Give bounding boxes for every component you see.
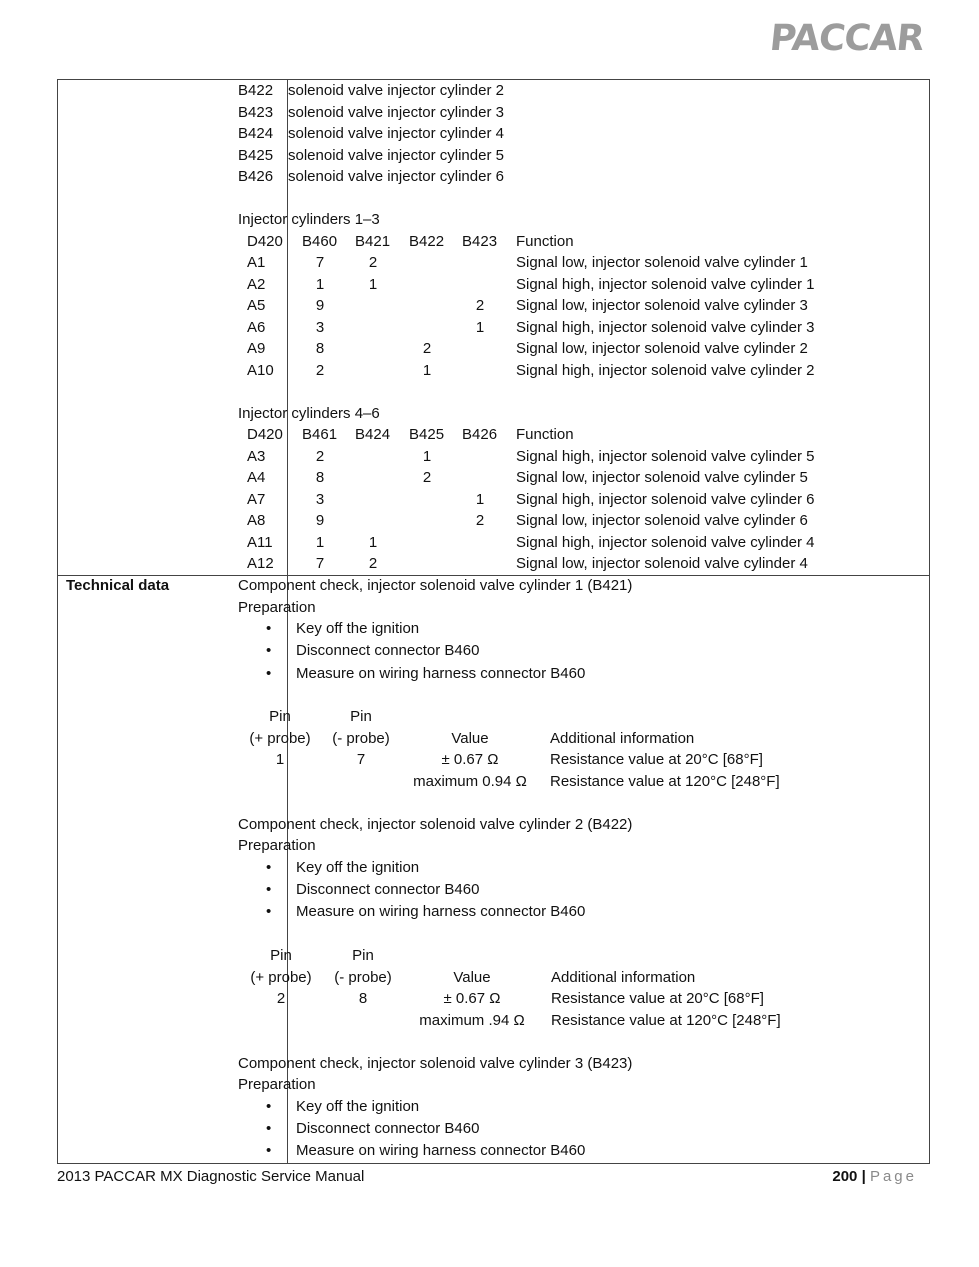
preparation-label: Preparation: [238, 1076, 316, 1094]
measure-header: Pin Pin: [270, 947, 374, 965]
measure-header: (+ probe) (- probe) Value Additional information: [250, 968, 696, 986]
check-title: Component check, injector solenoid valve cylinder 1 (B421): [238, 577, 633, 594]
table-row: A12 7 2 Signal low, injector solenoid valve cylinder 4: [247, 555, 808, 572]
technical-data-cell: [238, 575, 868, 1163]
table-row: A8 9 2 Signal low, injector solenoid valve cylinder 6: [247, 512, 808, 529]
list-item: • Disconnect connector B460: [266, 642, 480, 660]
connector-info-cell: [238, 80, 868, 575]
list-item: • Disconnect connector B460: [266, 881, 480, 899]
list-item: • Measure on wiring harness connector B460: [266, 903, 586, 921]
table-row: A11 1 1 Signal high, injector solenoid valve cylinder 4: [247, 533, 815, 551]
footer-page: [832, 1168, 917, 1185]
page-separator: |: [861, 1168, 866, 1185]
check-title: Component check, injector solenoid valve cylinder 2 (B422): [238, 815, 633, 833]
list-item: B423 solenoid valve injector cylinder 3: [238, 103, 504, 121]
table-row: maximum 0.94 Ω Resistance value at 120°C [248°F]: [413, 772, 780, 790]
table2-header: D420 B461 B424 B425 B426 Function: [247, 426, 574, 443]
paccar-logo: PACCAR: [767, 18, 926, 59]
measure-header: (+ probe) (- probe) Value Additional information: [249, 729, 695, 747]
page-number: 200: [832, 1168, 858, 1185]
table-row: A4 8 2 Signal low, injector solenoid valve cylinder 5: [247, 469, 808, 486]
table-row: maximum .94 Ω Resistance value at 120°C [248°F]: [419, 1011, 781, 1029]
table-row: 2 8 ± 0.67 Ω Resistance value at 20°C [68°F]: [276, 990, 764, 1008]
table1-header: D420 B460 B421 B422 B423 Function: [247, 232, 574, 250]
table-row: A3 2 1 Signal high, injector solenoid valve cylinder 5: [247, 447, 815, 465]
table-row: A10 2 1 Signal high, injector solenoid valve cylinder 2: [247, 361, 815, 379]
footer-manual-title: 2013 PACCAR MX Diagnostic Service Manual: [57, 1168, 365, 1185]
preparation-label: Preparation: [238, 837, 316, 855]
page-word: Page: [869, 1168, 917, 1185]
table2-title: Injector cylinders 4–6: [238, 404, 380, 422]
list-item: B424 solenoid valve injector cylinder 4: [238, 125, 504, 142]
measure-header: Pin Pin: [269, 708, 372, 726]
table-row: A2 1 1 Signal high, injector solenoid valve cylinder 1: [247, 275, 815, 293]
technical-data-label: Technical data: [66, 577, 170, 594]
list-item: B426 solenoid valve injector cylinder 6: [238, 168, 504, 185]
table-row: A5 9 2 Signal low, injector solenoid valve cylinder 3: [247, 297, 808, 314]
list-item: • Measure on wiring harness connector B460: [266, 1142, 586, 1160]
table-row: A9 8 2 Signal low, injector solenoid valve cylinder 2: [247, 340, 808, 357]
check-title: Component check, injector solenoid valve cylinder 3 (B423): [238, 1054, 633, 1072]
table1-title: Injector cylinders 1–3: [238, 211, 380, 228]
list-item: B425 solenoid valve injector cylinder 5: [238, 146, 504, 164]
table-row: 1 7 ± 0.67 Ω Resistance value at 20°C [68°F]: [275, 751, 763, 769]
list-item: • Key off the ignition: [266, 620, 420, 637]
list-item: • Measure on wiring harness connector B460: [266, 664, 586, 682]
list-item: • Key off the ignition: [266, 858, 420, 876]
table-row: A7 3 1 Signal high, injector solenoid valve cylinder 6: [247, 490, 815, 508]
preparation-label: Preparation: [238, 598, 316, 616]
list-item: • Disconnect connector B460: [266, 1120, 480, 1138]
list-item: B422 solenoid valve injector cylinder 2: [238, 82, 504, 99]
table-row: A6 3 1 Signal high, injector solenoid valve cylinder 3: [247, 318, 815, 336]
table-row: A1 7 2 Signal low, injector solenoid valve cylinder 1: [247, 254, 808, 271]
list-item: • Key off the ignition: [266, 1097, 420, 1115]
